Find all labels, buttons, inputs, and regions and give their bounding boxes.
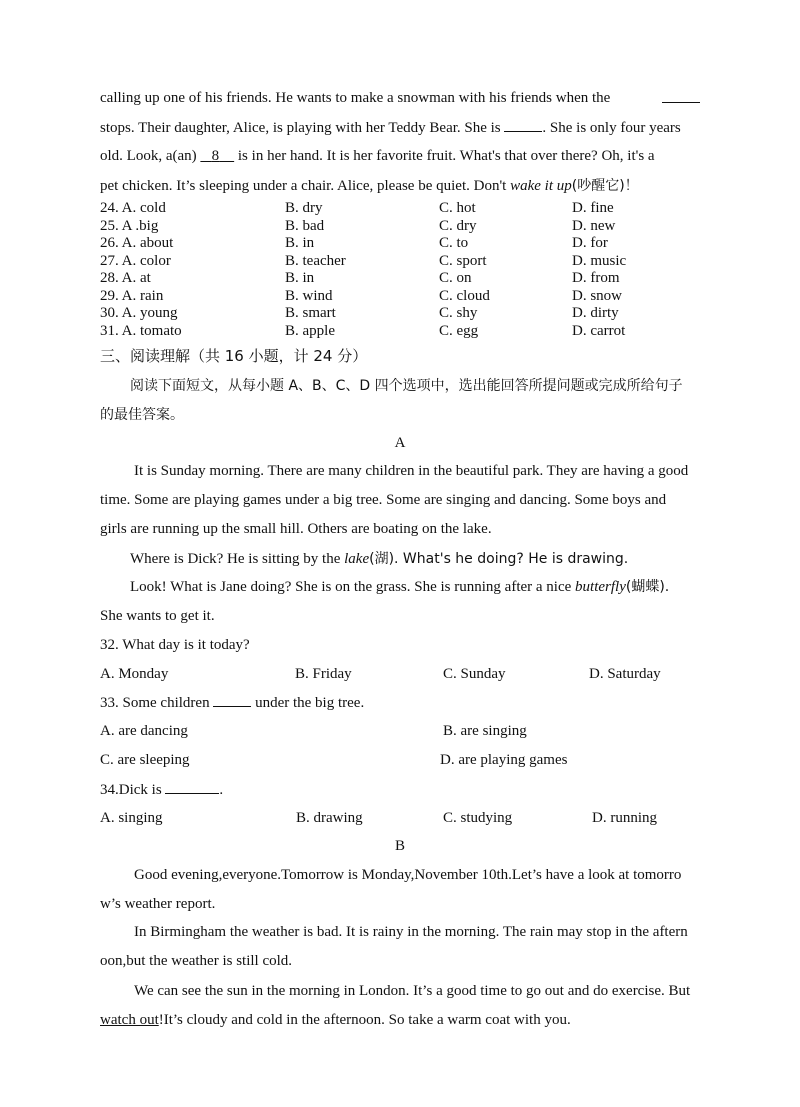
exam-page: calling up one of his friends. He wants to make a snowman with his friends when the stops. Their daughter, Alice, is playing with her Teddy Bear. She is . She is only four years old. Look, a(an) 8 is in her hand. It is her favorite fruit. What's that over there? Oh, it's a pet chicken. It’s sleeping under a chair. Alice, please be quiet. Don't wake it up(吵醒它)！ 24. A. cold B. dry C. hot D. fine 25. A .big B. bad C. dry D. new 26. A. about B. in C. to D. for 27. A. color B. teacher C. sport D. music 28. A. at B. in C. on D. from 29. A. rain B. wind C. cloud D. snow 30. A. young B. smart C. shy D. dirty 31. A. tomato B. apple C. egg D. carrot 三、阅读理解（共 16 小题，计 24 分） 阅读下面短文，从每小题 A、B、C、D 四个选项中，选出能回答所提问题或完成所给句子 的最佳答案。 A It is Sunday morning. There are many children in the beautiful park. They are having a good time. Some are playing games under a big tree. Some are singing and dancing. Some boys and girls are running up the small hill. Others are boating on the lake. Where is Dick? He is sitting by the lake(湖). What's he doing? He is drawing. Look! What is Jane doing? She is on the grass. She is running after a nice butterfly(蝴蝶). She wants to get it. 32. What day is it today? A. Monday B. Friday C. Sunday D. Saturday 33. Some children under the big tree. A. are dancing B. are singing C. are sleeping D. are playing games 34.Dick is . A. singing B. drawing C. studying D. running B Good evening,everyone.Tomorrow is Monday,November 10th.Let’s have a look at tomorro w’s weather report. In Birmingham the weather is bad. It is rainy in the morning. The rain may stop in the aftern oon,but the weather is still cold. We can see the sun in the morning in London. It’s a good time to go out and do exercise. But watch out!It’s cloudy and cold in the afternoon. So take a warm coat with you. [0,0,800,1107]
question-33: 33. Some children under the big tree. [100,692,700,713]
passage-line-3: old. Look, a(an) 8 is in her hand. It is her favorite fruit. What's that over there? Oh, it's a [100,148,655,164]
q34-option-c: C. studying [443,810,513,826]
passage-b-line: We can see the sun in the morning in London. It’s a good time to go out and do exercise. But [134,983,691,999]
q34-option-d: D. running [592,810,657,826]
q32-option-c: C. Sunday [443,666,506,682]
q34-option-a: A. singing [100,810,163,826]
passage-line-4: pet chicken. It’s sleeping under a chair. Alice, please be quiet. Don't wake it up(吵醒它)！ [100,178,639,194]
section-instructions-cont: 的最佳答案。 [100,407,184,423]
q33-option-d: D. are playing games [440,752,568,768]
passage-b-line: Good evening,everyone.Tomorrow is Monday,November 10th.Let’s have a look at tomorro [134,867,682,883]
passage-b-line: In Birmingham the weather is bad. It is rainy in the morning. The rain may stop in the aftern [134,924,688,940]
passage-a-line: time. Some are playing games under a big tree. Some are singing and dancing. Some boys and [100,492,667,508]
blank-33 [213,692,251,707]
passage-line-2: stops. Their daughter, Alice, is playing with her Teddy Bear. She is . She is only four years [100,117,700,138]
q33-option-a: A. are dancing [100,723,188,739]
q32-option-d: D. Saturday [589,666,661,682]
q34-option-b: B. drawing [296,810,363,826]
q33-option-c: C. are sleeping [100,752,190,768]
passage-b-label: B [394,838,405,854]
q32-option-a: A. Monday [100,666,169,682]
passage-b-line: w’s weather report. [100,896,216,912]
passage-a-line: She wants to get it. [100,608,215,624]
passage-a-label: A [394,435,406,451]
q32-option-b: B. Friday [295,666,352,682]
passage-b-line: watch out!It’s cloudy and cold in the afternoon. So take a warm coat with you. [100,1012,571,1028]
q33-option-b: B. are singing [443,723,527,739]
blank-23 [662,88,700,103]
blank-31-number: 8 [211,148,220,164]
passage-b-line: oon,but the weather is still cold. [100,953,293,969]
question-32: 32. What day is it today? [100,637,250,653]
blank-30 [504,117,542,132]
question-34: 34.Dick is . [100,779,700,800]
section-heading: 三、阅读理解（共 16 小题，计 24 分） [100,347,368,365]
passage-a-line: Look! What is Jane doing? She is on the grass. She is running after a nice butterfly(蝴蝶). [130,579,670,595]
passage-a-line: girls are running up the small hill. Others are boating on the lake. [100,521,492,537]
blank-34 [165,779,219,794]
section-instructions: 阅读下面短文，从每小题 A、B、C、D 四个选项中，选出能回答所提问题或完成所给句子 [130,378,683,394]
passage-line-1: calling up one of his friends. He wants to make a snowman with his friends when the [100,88,700,108]
passage-a-line: Where is Dick? He is sitting by the lake(湖). What's he doing? He is drawing. [130,551,629,567]
passage-a-line: It is Sunday morning. There are many children in the beautiful park. They are having a good [134,463,689,479]
